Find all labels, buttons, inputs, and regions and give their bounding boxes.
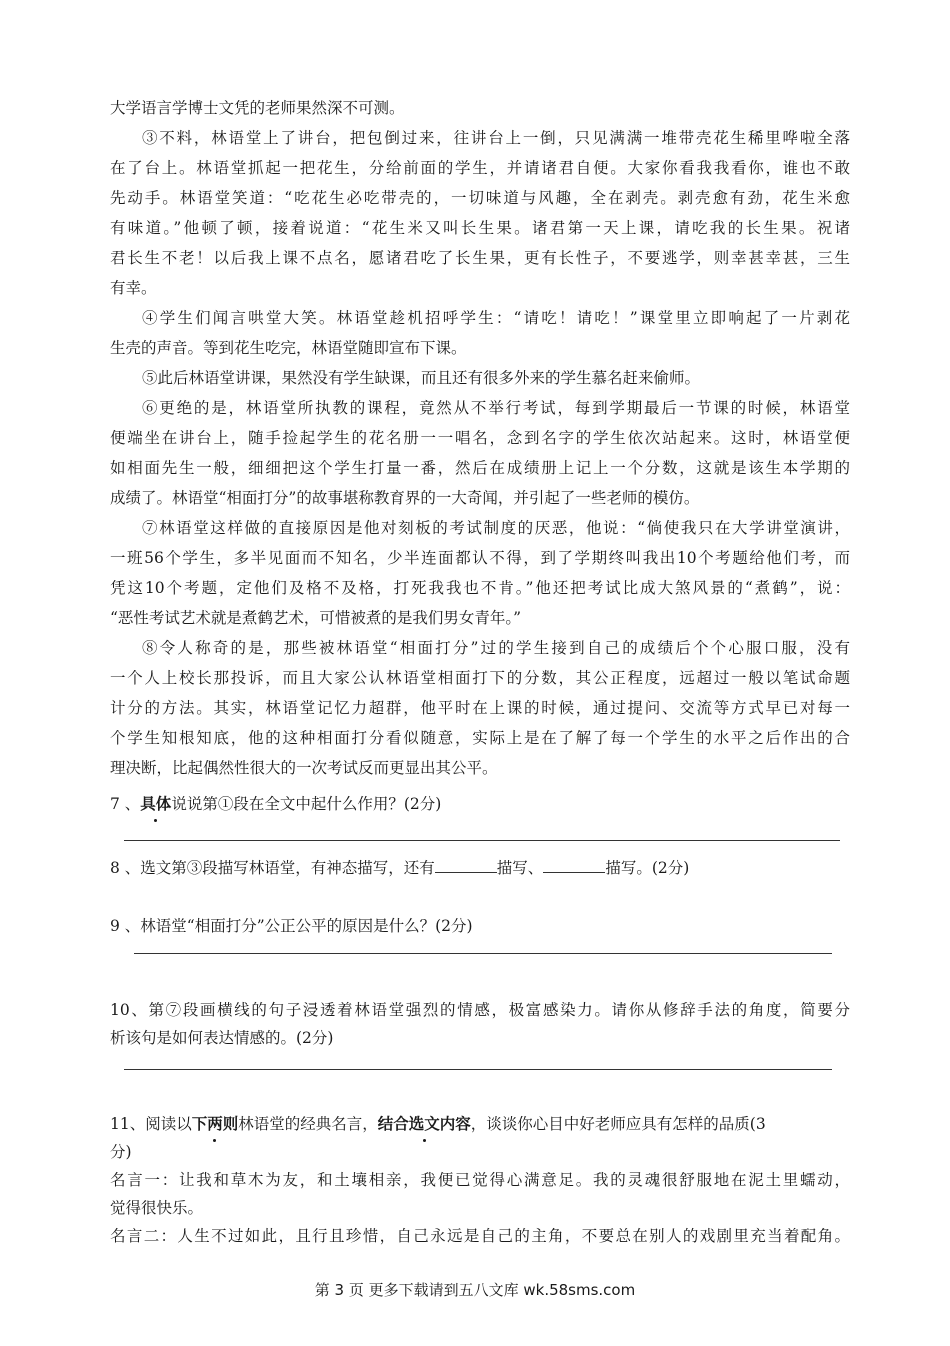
question-10-line1: 10、第⑦段画横线的句子浸透着林语堂强烈的情感，极富感染力。请你从修辞手法的角度，简要分 bbox=[110, 1001, 850, 1019]
passage-line: ⑦林语堂这样做的直接原因是他对刻板的考试制度的厌恶，他说：“倘使我只在大学讲堂演讲， bbox=[142, 519, 850, 537]
question-number: 7 、 bbox=[110, 795, 141, 813]
passage-line: 计分的方法。其实，林语堂记忆力超群，他平时在上课的时候，通过提问、交流等方式早已对每一 bbox=[110, 699, 850, 717]
quote-1-line2: 觉得很快乐。 bbox=[110, 1199, 204, 1217]
passage-line: 便端坐在讲台上，随手捡起学生的花名册一一唱名，念到名字的学生依次站起来。这时，林语堂便 bbox=[110, 429, 850, 447]
page-footer: 第 3 页 更多下载请到五八文库 wk.58sms.com bbox=[314, 1281, 636, 1299]
passage-line: 一班56个学生，多半见面而不知名，少半连面都认不得，到了学期终叫我出10个考题给他们考，而 bbox=[110, 549, 850, 567]
fill-blank-2[interactable] bbox=[543, 856, 605, 873]
passage-line: ⑧令人称奇的是，那些被林语堂“相面打分”过的学生接到自己的成绩后个个心服口服，没有 bbox=[142, 639, 850, 657]
answer-line-q7[interactable] bbox=[124, 840, 840, 841]
answer-line-q9[interactable] bbox=[134, 953, 832, 954]
question-text: 11、阅读以 bbox=[110, 1115, 192, 1133]
question-text: 8 、选文第③段描写林语堂，有神态描写，还有 bbox=[110, 859, 435, 877]
passage-line: 君长生不老！以后我上课不点名，愿诸君吃了长生果，更有长性子，不要逃学，则幸甚幸甚，三生 bbox=[110, 249, 850, 267]
passage-line: 成绩了。林语堂“相面打分”的故事堪称教育界的一大奇闻，并引起了一些老师的模仿。 bbox=[110, 489, 700, 507]
passage-line: 在了台上。林语堂抓起一把花生，分给前面的学生，并请诸君自便。大家你看我我看你，谁也不敢 bbox=[110, 159, 850, 177]
passage-line: 如相面先生一般，细细把这个学生打量一番，然后在成绩册上记上一个分数，这就是该生本学期的 bbox=[110, 459, 850, 477]
question-10-line2: 析该句是如何表达情感的。(2分) bbox=[110, 1029, 334, 1047]
passage-line: 个学生知根知底，他的这种相面打分看似随意，实际上是在了解了每一个学生的水平之后作出的合 bbox=[110, 729, 850, 747]
passage-line: 一个人上校长那投诉，而且大家公认林语堂相面打下的分数，其公正程度，远超过一般以笔试命题 bbox=[110, 669, 850, 687]
passage-line: ③不料，林语堂上了讲台，把包倒过来，往讲台上一倒，只见满满一堆带壳花生稀里哗啦全落 bbox=[142, 129, 850, 147]
question-text: 说说第①段在全文中起什么作用？(2分) bbox=[171, 795, 442, 813]
passage-line: 先动手。林语堂笑道：“吃花生必吃带壳的，一切味道与风趣，全在剥壳。剥壳愈有劲，花生米愈 bbox=[110, 189, 850, 207]
question-7 bbox=[110, 790, 850, 818]
passage-line: 有幸。 bbox=[110, 279, 157, 297]
question-text: 描写。(2分) bbox=[605, 859, 690, 877]
passage-line: 有味道。”他顿了顿，接着说道：“花生米又叫长生果。诸君第一天上课，请吃我的长生果。祝诸 bbox=[110, 219, 850, 237]
question-text: ，谈谈你心目中好老师应具有怎样的品质(3 bbox=[470, 1115, 766, 1133]
question-11-line2: 分) bbox=[110, 1143, 132, 1161]
passage-line: ⑤此后林语堂讲课，果然没有学生缺课，而且还有很多外来的学生慕名赶来偷师。 bbox=[142, 369, 701, 387]
emphasized-text: 下两则 bbox=[192, 1110, 239, 1138]
emphasized-text: 结合选文内容 bbox=[378, 1110, 471, 1138]
fill-blank-1[interactable] bbox=[435, 856, 497, 873]
passage-line: ④学生们闻言哄堂大笑。林语堂趁机招呼学生：“请吃！请吃！”课堂里立即响起了一片剥花 bbox=[142, 309, 850, 327]
question-8 bbox=[110, 854, 850, 882]
question-text: 描写、 bbox=[496, 859, 544, 877]
answer-line-q10[interactable] bbox=[124, 1069, 832, 1070]
passage-line: 大学语言学博士文凭的老师果然深不可测。 bbox=[110, 99, 405, 117]
question-9: 9 、林语堂“相面打分”公正公平的原因是什么？(2分) bbox=[110, 917, 473, 935]
passage-line: 理决断，比起偶然性很大的一次考试反而更显出其公平。 bbox=[110, 759, 498, 777]
question-text: 林语堂的经典名言， bbox=[238, 1115, 378, 1133]
emphasized-text: 具体 bbox=[140, 790, 171, 818]
passage-line: ⑥更绝的是，林语堂所执教的课程，竟然从不举行考试，每到学期最后一节课的时候，林语堂 bbox=[142, 399, 850, 417]
quote-1-line1: 名言一：让我和草木为友，和土壤相亲，我便已觉得心满意足。我的灵魂很舒服地在泥土里蠕动， bbox=[110, 1171, 850, 1189]
passage-line: 凭这10个考题，定他们及格不及格，打死我我也不肯。”他还把考试比成大煞风景的“煮鹤”，说： bbox=[110, 579, 850, 597]
passage-line: 生壳的声音。等到花生吃完，林语堂随即宣布下课。 bbox=[110, 339, 467, 357]
quote-2: 名言二：人生不过如此，且行且珍惜，自己永远是自己的主角，不要总在别人的戏剧里充当着配角。 bbox=[110, 1227, 850, 1245]
question-11 bbox=[110, 1110, 850, 1138]
passage-line: “恶性考试艺术就是煮鹤艺术，可惜被煮的是我们男女青年。” bbox=[110, 609, 522, 627]
